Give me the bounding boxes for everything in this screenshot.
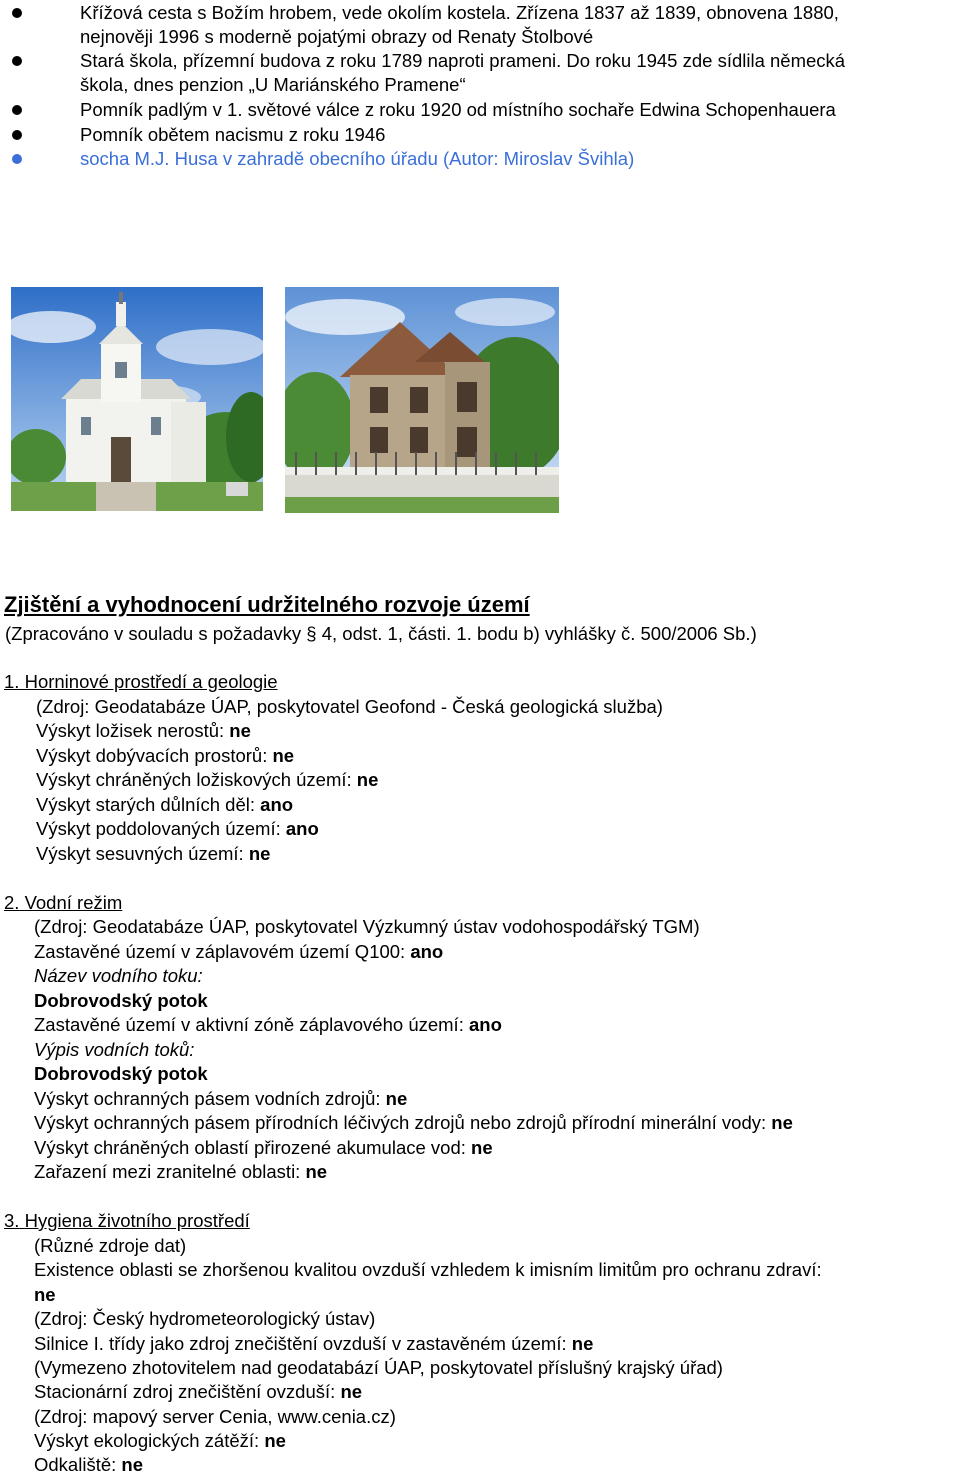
water-row: Zastavěné území v záplavovém území Q100: ano [34, 941, 444, 962]
air-quality-value: ne [34, 1284, 56, 1305]
section-3-source: (Zdroj: Český hydrometeorologický ústav) [34, 1308, 376, 1329]
hygiene-row: Stacionární zdroj znečištění ovzduší: ne [34, 1381, 363, 1402]
section-3-title: 3. Hygiena životního prostředí [4, 1210, 250, 1231]
geology-row: Výskyt chráněných ložiskových území: ne [36, 769, 379, 790]
geology-row: Výskyt sesuvných území: ne [36, 843, 271, 864]
hygiene-row: Silnice I. třídy jako zdroj znečištění ovzduší v zastavěném území: ne [34, 1333, 594, 1354]
stream-list: Dobrovodský potok [34, 1063, 208, 1084]
heading-subtitle: (Zpracováno v souladu s požadavky § 4, odst. 1, části. 1. bodu b) vyhlášky č. 500/2006 Sb.) [5, 623, 757, 644]
hygiene-row: Výskyt ekologických zátěží: ne [34, 1430, 286, 1451]
geology-row: Výskyt dobývacích prostorů: ne [36, 745, 295, 766]
air-quality-label: Existence oblasti se zhoršenou kvalitou ovzduší vzhledem k imisním limitům pro ochranu zdraví: [34, 1259, 822, 1280]
section-1-source: (Zdroj: Geodatabáze ÚAP, poskytovatel Geofond - Česká geologická služba) [36, 696, 663, 717]
bullet-dot [12, 56, 22, 66]
bullet-dot [12, 8, 22, 18]
stream-name-label: Název vodního toku: [34, 965, 203, 986]
water-row: Výskyt ochranných pásem vodních zdrojů: ne [34, 1088, 408, 1109]
bullet-dot [12, 130, 22, 140]
stream-list-label: Výpis vodních toků: [34, 1039, 195, 1060]
bullet-dot [12, 105, 22, 115]
geology-row: Výskyt starých důlních děl: ano [36, 794, 294, 815]
section-2-source: (Zdroj: Geodatabáze ÚAP, poskytovatel Výzkumný ústav vodohospodářský TGM) [34, 916, 700, 937]
section-2-title: 2. Vodní režim [4, 892, 123, 913]
stream-name: Dobrovodský potok [34, 990, 208, 1011]
bullet-dot [12, 154, 22, 164]
geology-row: Výskyt poddolovaných území: ano [36, 818, 319, 839]
section-3-source: (Zdroj: mapový server Cenia, www.cenia.cz) [34, 1406, 396, 1427]
section-3-source: (Různé zdroje dat) [34, 1235, 187, 1256]
section-1-title: 1. Horninové prostředí a geologie [4, 671, 278, 692]
water-row: Zastavěné území v aktivní zóně záplavového území: ano [34, 1014, 502, 1035]
water-row: Výskyt chráněných oblastí přirozené akumulace vod: ne [34, 1137, 493, 1158]
water-row: Zařazení mezi zranitelné oblasti: ne [34, 1161, 328, 1182]
church-photo [11, 287, 263, 511]
water-row: Výskyt ochranných pásem přírodních léčivých zdrojů nebo zdrojů přírodní minerální vody: ne [34, 1112, 793, 1133]
section-3-source: (Vymezeno zhotovitelem nad geodatabází ÚAP, poskytovatel příslušný krajský úřad) [34, 1357, 723, 1378]
geology-row: Výskyt ložisek nerostů: ne [36, 720, 251, 741]
hygiene-row: Odkaliště: ne [34, 1454, 143, 1475]
section-heading: Zjištění a vyhodnocení udržitelného rozvoje území [4, 592, 530, 617]
villa-photo [285, 287, 559, 513]
